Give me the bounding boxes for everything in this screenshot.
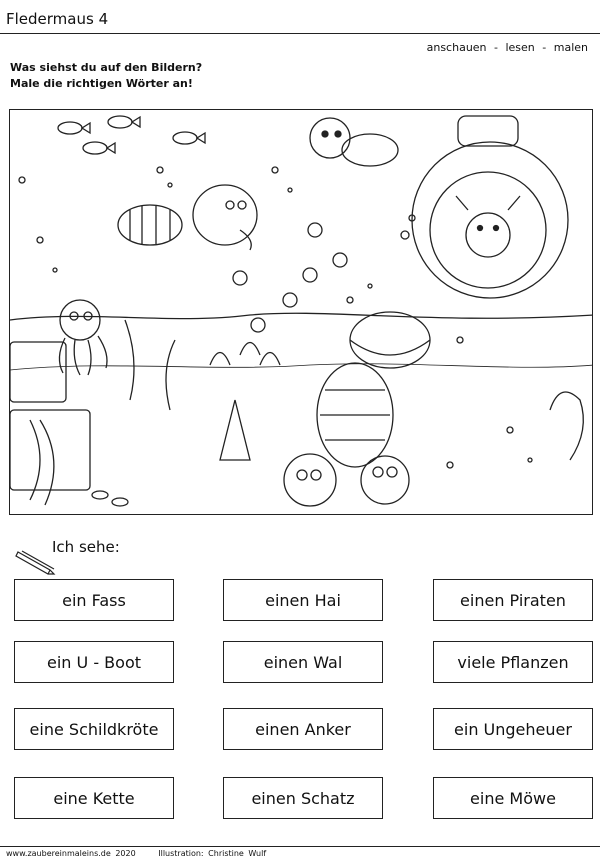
- header-divider: [0, 33, 600, 34]
- underwater-illustration: [9, 109, 593, 515]
- option-box[interactable]: eine Kette: [14, 777, 174, 819]
- worksheet-title: Fledermaus 4: [6, 10, 109, 28]
- prompt-label: Ich sehe:: [52, 538, 120, 556]
- instruction-line-1: Was siehst du auf den Bildern?: [10, 61, 203, 74]
- instruction-line-2: Male die richtigen Wörter an!: [10, 77, 193, 90]
- option-box[interactable]: eine Schildkröte: [14, 708, 174, 750]
- option-box[interactable]: viele Pflanzen: [433, 641, 593, 683]
- task-hint: anschauen - lesen - malen: [426, 41, 588, 54]
- option-box[interactable]: einen Wal: [223, 641, 383, 683]
- option-box[interactable]: ein U - Boot: [14, 641, 174, 683]
- footer-credit: Illustration: Christine Wulf: [158, 849, 267, 858]
- option-box[interactable]: einen Anker: [223, 708, 383, 750]
- footer-divider: [0, 846, 600, 847]
- option-box[interactable]: ein Ungeheuer: [433, 708, 593, 750]
- option-box[interactable]: einen Hai: [223, 579, 383, 621]
- option-box[interactable]: einen Schatz: [223, 777, 383, 819]
- option-box[interactable]: einen Piraten: [433, 579, 593, 621]
- footer-site: www.zaubereinmaleins.de 2020: [6, 849, 136, 858]
- footer: [6, 849, 284, 858]
- option-box[interactable]: ein Fass: [14, 579, 174, 621]
- option-box[interactable]: eine Möwe: [433, 777, 593, 819]
- underwater-scene-icon: [10, 110, 593, 515]
- instructions: [10, 60, 202, 92]
